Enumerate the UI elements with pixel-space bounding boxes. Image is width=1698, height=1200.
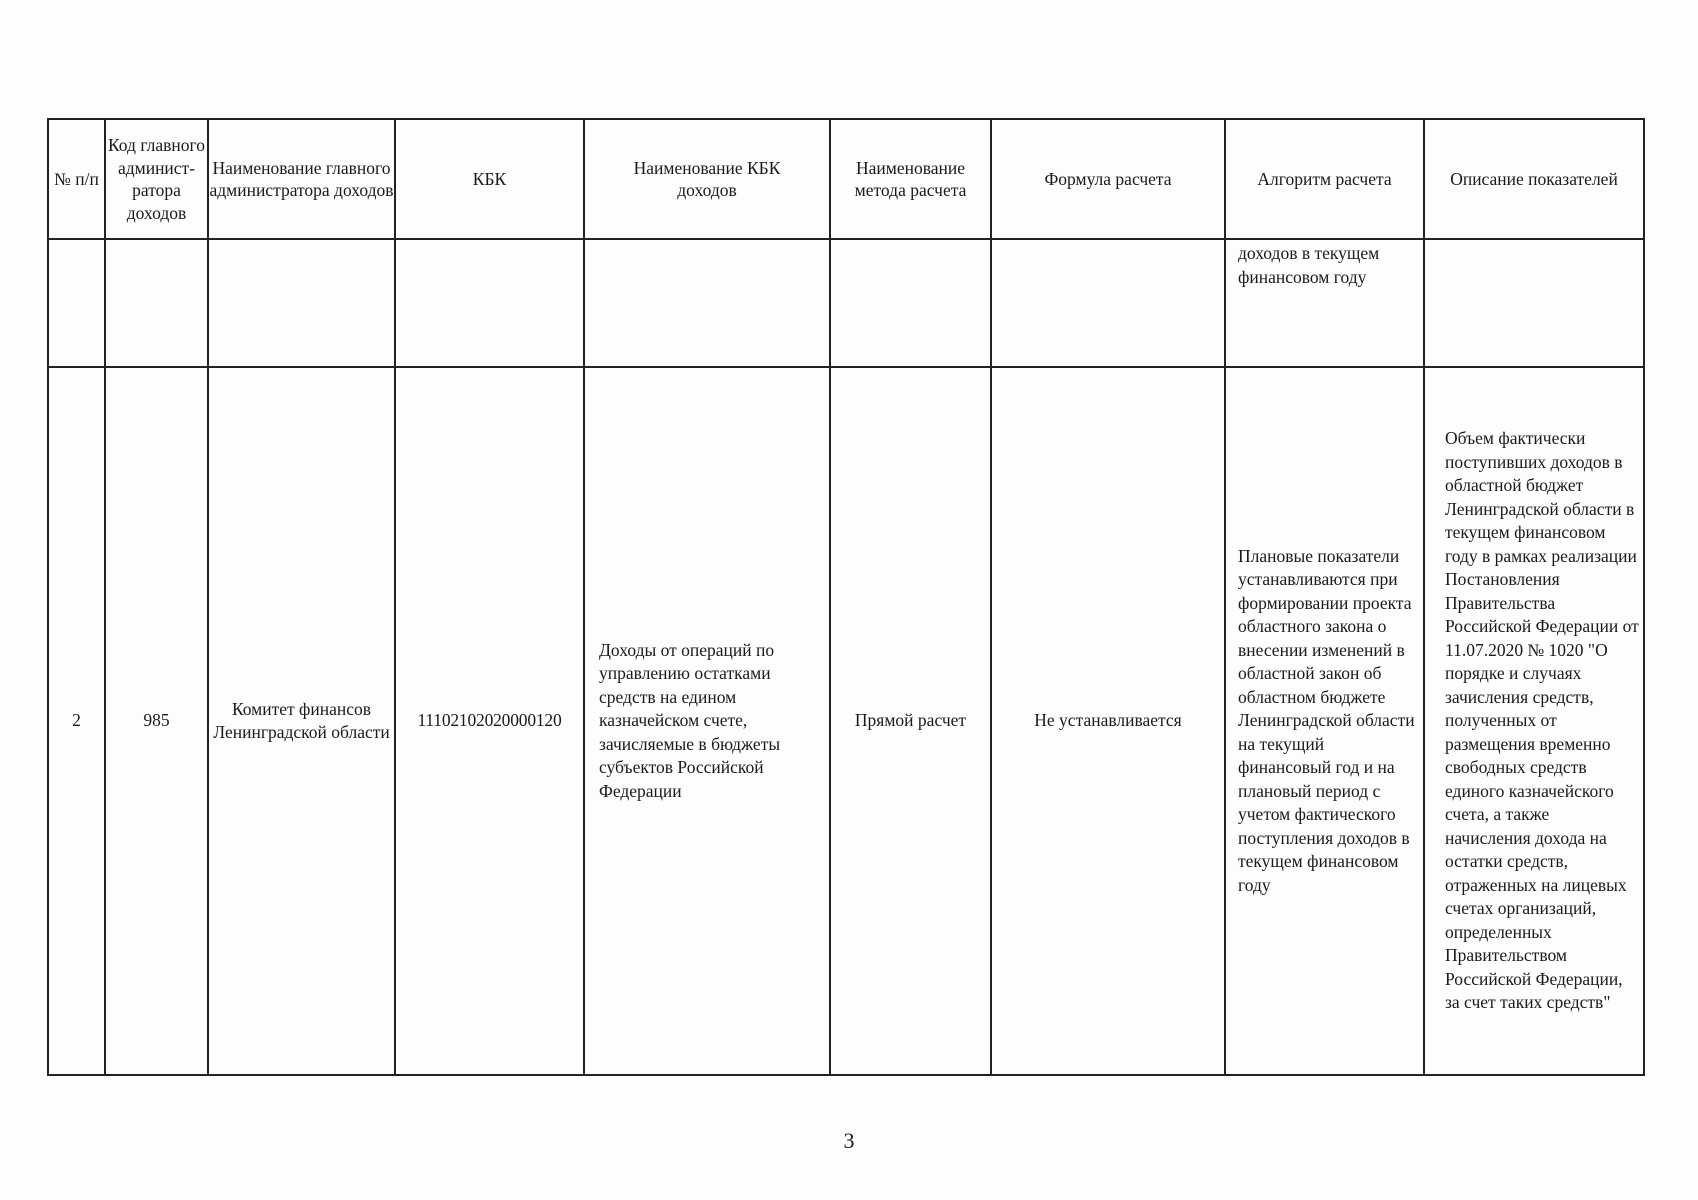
table-header-row	[48, 119, 1644, 239]
cell-formula: Не устанавливается	[991, 367, 1225, 1075]
cell-kbk: 11102102020000120	[395, 367, 584, 1075]
cell-num: 2	[48, 367, 105, 1075]
cell-empty	[584, 239, 830, 367]
cell-admin-code: 985	[105, 367, 208, 1075]
cell-empty	[208, 239, 395, 367]
revenue-method-table	[47, 118, 1645, 1076]
header-admin-name: Наименование главного администратора доходов	[208, 119, 395, 239]
header-formula: Формула расчета	[991, 119, 1225, 239]
header-algorithm: Алгоритм расчета	[1225, 119, 1424, 239]
header-num: № п/п	[48, 119, 105, 239]
header-kbk-name: Наименование КБК доходов	[584, 119, 830, 239]
cell-empty	[105, 239, 208, 367]
header-admin-code: Код главного админист-ратора доходов	[105, 119, 208, 239]
cell-empty	[830, 239, 991, 367]
cell-empty	[395, 239, 584, 367]
cell-kbk-name: Доходы от операций по управлению остатками средств на едином казначейском счете, зачисляемые в бюджеты субъектов Российской Федерации	[584, 367, 830, 1075]
cell-empty	[48, 239, 105, 367]
cell-algorithm: Плановые показатели устанавливаются при формировании проекта областного закона о внесении изменений в областной закон об областном бюджете Ленинградской области на текущий финансовый год и на плановый период с учетом фактического поступления доходов в текущем финансовом году	[1225, 367, 1424, 1075]
cell-algorithm-continuation: доходов в текущем финансовом году	[1225, 239, 1424, 367]
cell-description: Объем фактически поступивших доходов в областной бюджет Ленинградской области в текущем финансовом году в рамках реализации Постановления Правительства Российской Федерации от 11.07.2020 № 1020 "О порядке и случаях зачисления средств, полученных от размещения временно свободных средств единого казначейского счета, а также начисления дохода на остатки средств, отраженных на лицевых счетах организаций, определенных Правительством Российской Федерации, за счет таких средств"	[1424, 367, 1644, 1075]
table-row	[48, 367, 1644, 1075]
cell-method: Прямой расчет	[830, 367, 991, 1075]
table-row-continuation	[48, 239, 1644, 367]
cell-admin-name: Комитет финансов Ленинградской области	[208, 367, 395, 1075]
header-method: Наименование метода расчета	[830, 119, 991, 239]
page-number: 3	[843, 1128, 855, 1153]
cell-empty	[1424, 239, 1644, 367]
header-kbk: КБК	[395, 119, 584, 239]
header-description: Описание показателей	[1424, 119, 1644, 239]
cell-empty	[991, 239, 1225, 367]
